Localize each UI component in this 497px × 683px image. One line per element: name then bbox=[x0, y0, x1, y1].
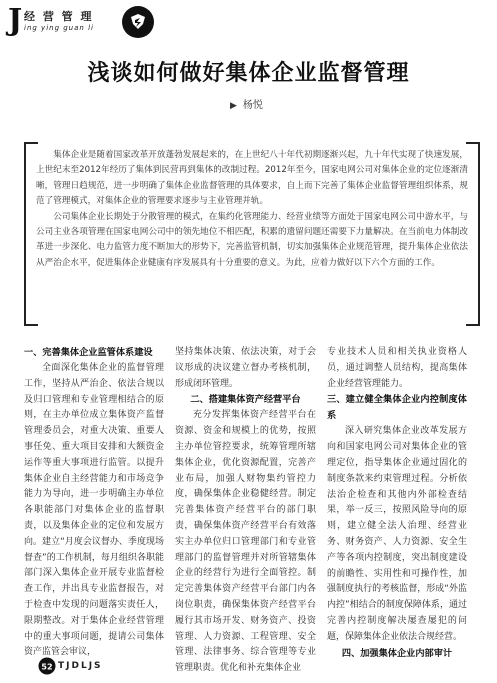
author-arrow-icon: ▶ bbox=[230, 101, 237, 111]
article-abstract bbox=[24, 142, 480, 326]
body-paragraph: 深入研究集体企业改革发展方向和国家电网公司对集体企业的管理定位，指导集体企业通过固化的制度条款来约束管理过程。分析依法治企检查和其他内外部检查结果，举一反三，按照风险导向的原则，建立健全法人治理、经营业务、财务资产、人力资源、安全生产等各项内控制度，突出制度建设的前瞻性、实用性和可操作性，加强制度执行的考核监督，形成“外监内控”相结合的制度保障体系，通过完善内控制度解决屡查屡犯的问题，保障集体企业依法合规经营。 bbox=[327, 426, 467, 642]
abstract-corner-bottom-left bbox=[24, 324, 38, 326]
journal-masthead bbox=[8, 4, 168, 44]
section-heading-2: 二、搭建集体资产经营平台 bbox=[190, 394, 301, 406]
masthead-name-cn: 经 营 管 理 bbox=[24, 10, 94, 23]
body-paragraph: 充分发挥集体资产经营平台在资源、资金和规模上的优势，按照主办单位管控要求，统筹管理所辖集体企业，优化资源配置，完善产业布局，加强人财物集约管控力度，确保集体企业稳健经营。制定完善集体资产经营平台的部门职责，确保集体资产经营平台有效落实主办单位归口管理部门和专业管理部门的监督管理并对所管辖集体企业的经营行为进行全面管控。制定完善集体资产经营平台部门内各岗位职责，确保集体资产经营平台履行其市场开发、财务资产、投资管理、人力资源、工程管理、安全管理、法律事务、综合管理等专业管理职责。优化和补充集体企业 bbox=[175, 410, 316, 674]
body-column-2 bbox=[175, 345, 316, 674]
abstract-paragraph-1: 集体企业是随着国家改革开放蓬勃发展起来的，在上世纪八十年代初期逐渐兴起，九十年代实现了快速发展，上世纪末至2012年经历了集体到民营再到集体的改制过程。2012年至今，国家电网公司对集体企业的定位逐渐清晰，管理日趋规范，进一步明确了集体企业监督管理的具体要求，自上而下完善了集体企业监督管理组织体系，规范了管理模式，对集体企业的管理要求逐步与主业管理并轨。 bbox=[36, 150, 468, 207]
section-heading-4: 四、加强集体企业内部审计 bbox=[341, 647, 453, 659]
body-column-3 bbox=[327, 345, 467, 659]
article-author bbox=[230, 96, 263, 111]
masthead-name-pinyin: ing ying guan li bbox=[24, 24, 94, 32]
article-title: 浅谈如何做好集体企业监督管理 bbox=[87, 60, 410, 86]
body-paragraph: 坚持集体决策、依法决策，对于会议形成的决议建立督办考核机制，形成闭环管理。 bbox=[175, 347, 316, 389]
abstract-corner-top-left bbox=[24, 142, 38, 144]
body-paragraph: 全面深化集体企业的监督管理工作，坚持从严治企、依法合规以及归口管理和专业管理相结合的原则，在主办单位成立集体资产监督管理委员会，对重大决策、重要人事任免、重大项目安排和大额资金运作等重大事项进行监管。以提升集体企业自主经营能力和市场竞争能力为导向，进一步明确主办单位各职能部门对集体企业的监督职责，以及集体企业的定位和发展方向。建立“月度会议督办、季度现场督查”的工作机制，每月组织各职能部门深入集体企业开展专业监督检查工作，并出具专业监督报告，对于检查中发现的问题落实责任人，限期整改。对于集体企业经营管理中的重大事项问题，提请公司集体资产监管会审议， bbox=[24, 363, 164, 658]
page-number-badge bbox=[38, 657, 56, 679]
section-heading-3: 三、建立健全集体企业内控制度体系 bbox=[327, 394, 467, 422]
body-paragraph: 专业技术人员和相关执业资格人员，通过调整人员结构，提高集体企业经营管理能力。 bbox=[327, 347, 467, 389]
author-name: 杨悦 bbox=[242, 100, 263, 111]
journal-emblem-icon bbox=[122, 6, 154, 38]
abstract-paragraph-2: 公司集体企业长期处于分散管理的模式，在集约化管理能力、经营业绩等方面处于国家电网公司中游水平，与公司主业各项管理在国家电网公司中的领先地位不相匹配，积累的遗留问题还需要下力量解决。在当前电力体制改革进一步深化、电力监管力度不断加大的形势下，完善监管机制，切实加强集体企业规范管理，提升集体企业依法从严治企水平，促进集体企业健康有序发展具有十分重要的意义。为此，应着力做好以下六个方面的工作。 bbox=[36, 211, 468, 268]
body-column-1 bbox=[24, 345, 164, 658]
page-number: 52 bbox=[41, 662, 53, 672]
abstract-corner-top-right bbox=[466, 142, 480, 144]
journal-code: TJDLJS bbox=[58, 661, 103, 671]
section-heading-1: 一、完善集体企业监管体系建设 bbox=[24, 347, 153, 358]
masthead-letter: J bbox=[8, 3, 23, 38]
abstract-corner-bottom-right bbox=[466, 324, 480, 326]
